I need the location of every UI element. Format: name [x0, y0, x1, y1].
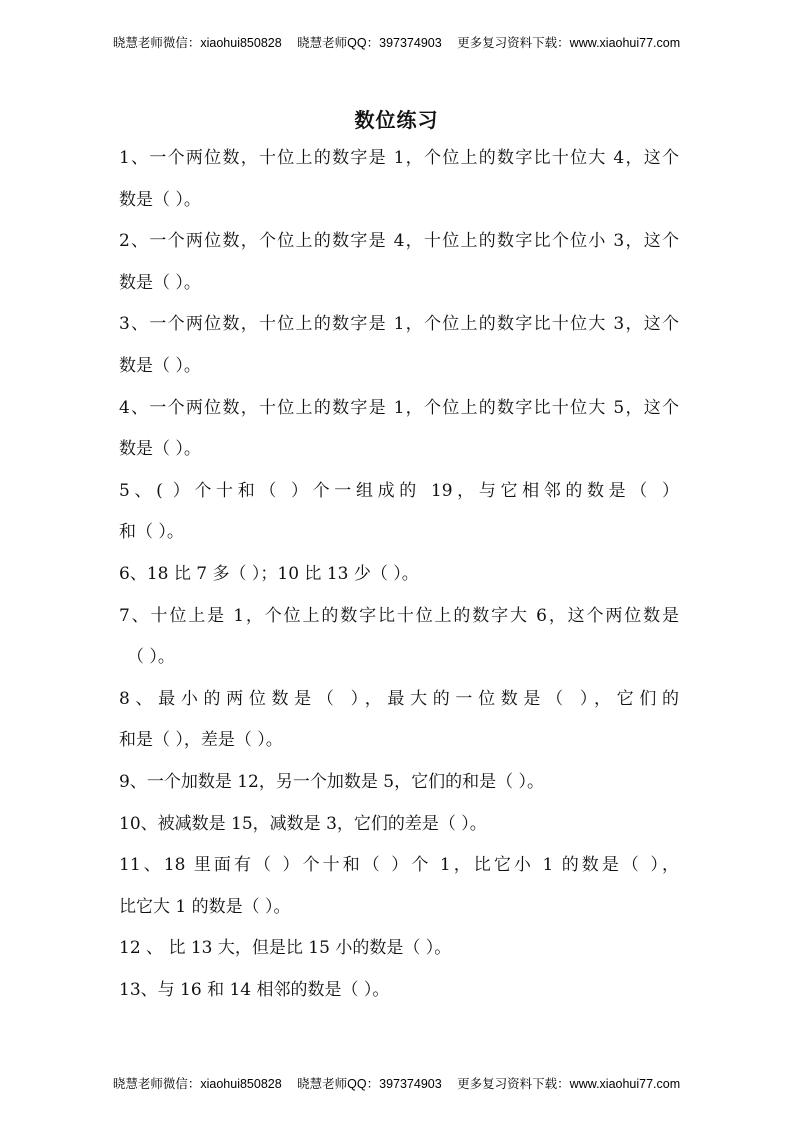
question-5-line-2: 和（ ）。	[119, 522, 184, 543]
question-3-line-2: 数是（ ）。	[119, 355, 201, 376]
question-2-line-2: 数是（ ）。	[119, 272, 201, 293]
question-8-line-2: 和是（ ），差是（ ）。	[119, 730, 283, 751]
question-9: 9、一个加数是 12，另一个加数是 5，它们的和是（ ）。	[119, 771, 544, 792]
page-header	[0, 33, 793, 51]
question-6: 6、18 比 7 多（ ）；10 比 13 少（ ）。	[119, 563, 419, 584]
question-1-line-2: 数是（ ）。	[119, 189, 201, 210]
question-2-line-1: 2、一个两位数，个位上的数字是 4，十位上的数字比个位小 3，这个	[119, 231, 679, 252]
question-11-line-2: 比它大 1 的数是（ ）。	[119, 896, 291, 917]
question-12: 12 、 比 13 大，但是比 15 小的数是（ ）。	[119, 938, 452, 959]
footer-wechat: 晓慧老师微信：xiaohui850828	[112, 1077, 282, 1091]
question-1-line-1: 1、一个两位数，十位上的数字是 1，个位上的数字比十位大 4，这个	[119, 148, 679, 168]
header-download: 更多复习资料下载：www.xiaohui77.com	[457, 36, 681, 50]
question-13: 13、与 16 和 14 相邻的数是（ ）。	[119, 979, 390, 1000]
page-title: 数位练习	[354, 108, 439, 132]
footer-qq: 晓慧老师QQ：397374903	[297, 1077, 442, 1091]
question-10: 10、被减数是 15，减数是 3，它们的差是（ ）。	[119, 813, 487, 834]
question-8-line-1: 8、最小的两位数是（ ），最大的一位数是（ ），它们的	[119, 688, 679, 709]
header-qq: 晓慧老师QQ：397374903	[297, 36, 442, 50]
question-5-line-1: 5、( ）个十和（ ）个一组成的 19，与它相邻的数是（ ）	[119, 480, 679, 501]
footer-download: 更多复习资料下载：www.xiaohui77.com	[457, 1077, 681, 1091]
question-4-line-1: 4、一个两位数，十位上的数字是 1，个位上的数字比十位大 5，这个	[119, 397, 679, 418]
header-wechat: 晓慧老师微信：xiaohui850828	[112, 36, 282, 50]
page-footer	[0, 1074, 793, 1092]
question-3-line-1: 3、一个两位数，十位上的数字是 1，个位上的数字比十位大 3，这个	[119, 314, 679, 335]
question-7-line-2: （ ）。	[127, 647, 175, 668]
question-4-line-2: 数是（ ）。	[119, 439, 201, 460]
question-11-line-1: 11、18 里面有（ ）个十和（ ）个 1，比它小 1 的数是（ ），	[119, 855, 679, 876]
exercise-list	[119, 138, 679, 1011]
question-7-line-1: 7、十位上是 1，个位上的数字比十位上的数字大 6，这个两位数是	[119, 605, 679, 626]
